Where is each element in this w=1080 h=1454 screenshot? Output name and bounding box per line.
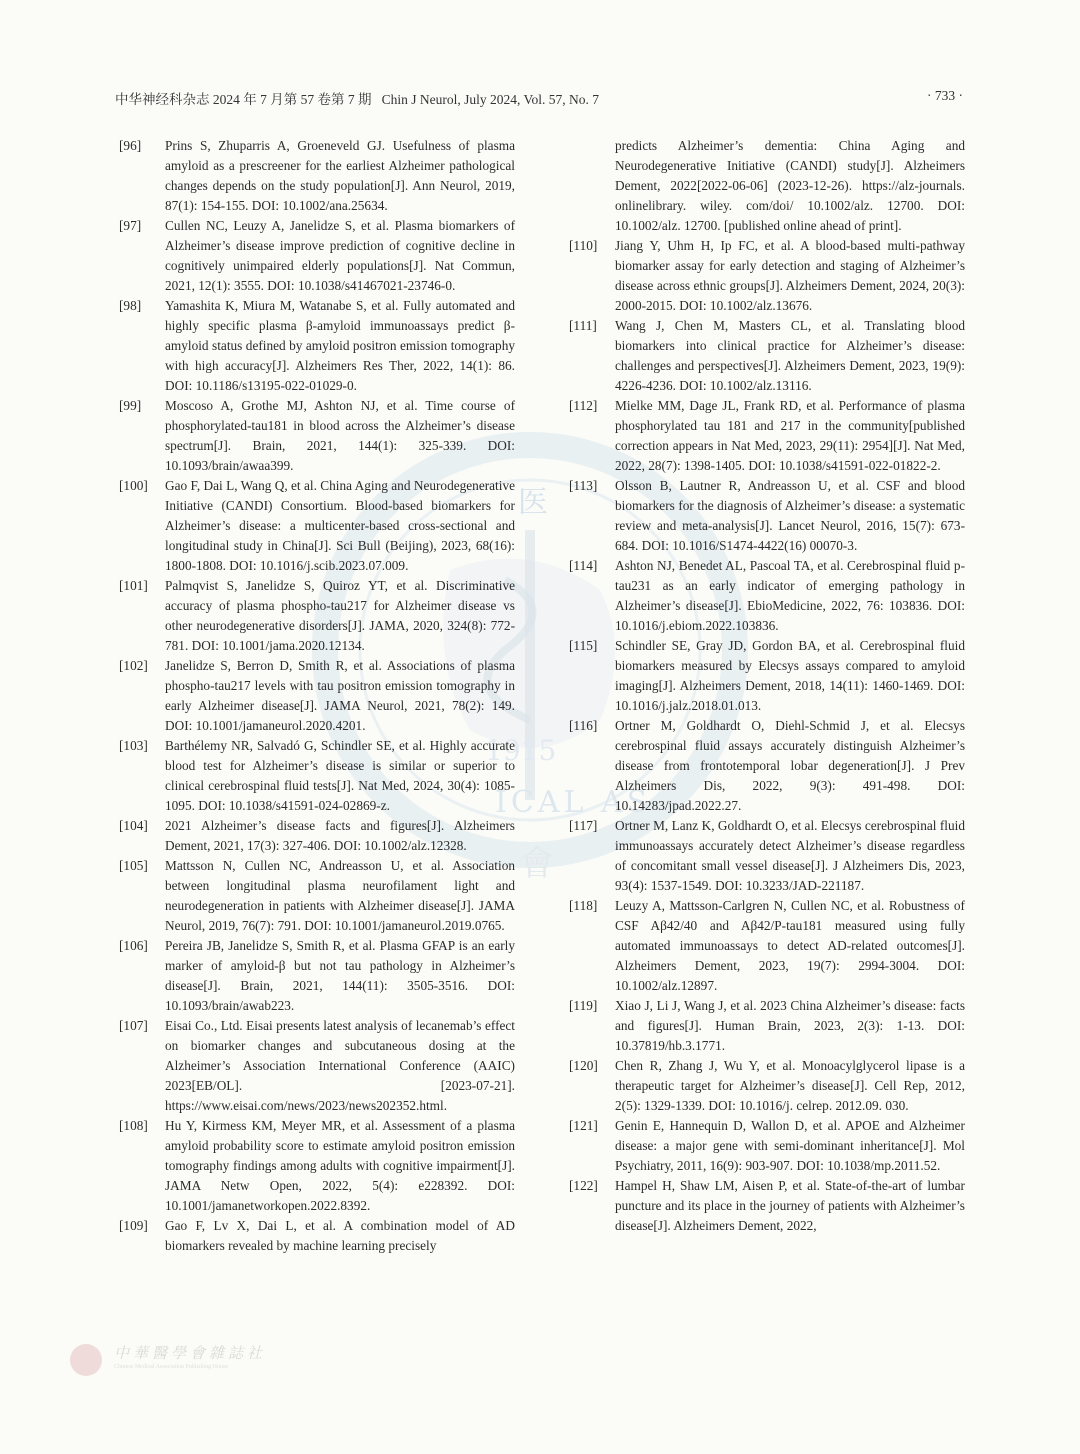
reference-text: Wang J, Chen M, Masters CL, et al. Translating blood biomarkers into clinical practice for Alzheimer’s disease: challenges and perspectives[J]. Alzheimers Dement, 2023, 19(9): 4226-4236. DOI: 10.1002/alz.13116.: [615, 318, 965, 393]
reference-number: [103]: [119, 738, 148, 753]
header-journal-cn: 中华神经科杂志 2024 年 7 月第 57 卷第 7 期: [115, 92, 372, 107]
reference-number: [117]: [569, 818, 598, 833]
reference-text: 2021 Alzheimer’s disease facts and figures[J]. Alzheimers Dement, 2021, 17(3): 327-406. DOI: 10.1002/alz.12328.: [165, 818, 515, 853]
reference-number: [119]: [569, 998, 598, 1013]
reference-item: [115, 1216, 515, 1256]
reference-number: [112]: [569, 398, 598, 413]
reference-item: [115, 856, 515, 936]
reference-item: [565, 816, 965, 896]
reference-text: Palmqvist S, Janelidze S, Quiroz YT, et al. Discriminative accuracy of plasma phospho-tau217 for Alzheimer disease vs other neurodegenerative disorders[J]. JAMA, 2020, 324(8): 772-781. DOI: 10.1001/jama.2020.12134.: [165, 578, 515, 653]
reference-text: Xiao J, Li J, Wang J, et al. 2023 China Alzheimer’s disease: facts and figures[J]. Human Brain, 2023, 2(3): 1-13. DOI: 10.37819/hb.3.1771.: [615, 998, 965, 1053]
reference-number: [102]: [119, 658, 148, 673]
watermark-char: 医: [518, 485, 548, 520]
reference-number: [101]: [119, 578, 148, 593]
reference-item: [565, 1116, 965, 1176]
reference-number: [107]: [119, 1018, 148, 1033]
reference-text: Gao F, Lv X, Dai L, et al. A combination model of AD biomarkers revealed by machine learning precisely: [165, 1218, 515, 1253]
reference-number: [120]: [569, 1058, 598, 1073]
watermark-year: 1915: [485, 734, 557, 767]
reference-number: [115]: [569, 638, 598, 653]
reference-text: Moscoso A, Grothe MJ, Ashton NJ, et al. Time course of phosphorylated-tau181 in blood across the Alzheimer’s disease spectrum[J]. Brain, 2021, 144(1): 325-339. DOI: 10.1093/brain/awaa399.: [165, 398, 515, 473]
reference-number: [110]: [569, 238, 598, 253]
reference-number: [105]: [119, 858, 148, 873]
reference-text: Pereira JB, Janelidze S, Smith R, et al. Plasma GFAP is an early marker of amyloid-β but not tau pathology in Alzheimer’s disease[J]. Brain, 2021, 144(11): 3505-3516. DOI: 10.1093/brain/awab223.: [165, 938, 515, 1013]
reference-number: [98]: [119, 298, 142, 313]
reference-item: [565, 316, 965, 396]
reference-text: Olsson B, Lautner R, Andreasson U, et al. CSF and blood biomarkers for the diagnosis of Alzheimer’s disease: a systematic review and meta-analysis[J]. Lancet Neurol, 2016, 15(7): 673-684. DOI: 10.1016/S1474-4422(16) 00070-3.: [615, 478, 965, 553]
reference-text: Ashton NJ, Benedet AL, Pascoal TA, et al. Cerebrospinal fluid p-tau231 as an early indicator of emerging pathology in Alzheimer’s disease[J]. EbioMedicine, 2022, 76: 103836. DOI: 10.1016/j.ebiom.2022.103836.: [615, 558, 965, 633]
reference-text: Janelidze S, Berron D, Smith R, et al. Associations of plasma phospho-tau217 levels with tau positron emission tomography in early Alzheimer disease[J]. JAMA Neurol, 2021, 78(2): 149. DOI: 10.1001/jamaneurol.2020.4201.: [165, 658, 515, 733]
reference-item: [115, 656, 515, 736]
reference-item: [565, 396, 965, 476]
reference-text: Eisai Co., Ltd. Eisai presents latest analysis of lecanemab’s effect on biomarker changes and subcutaneous dosing at the Alzheimer’s Association International Conference (AAIC) 2023[EB/OL]. [2023-07-21]. https://www.eisai.com/news/2023/news202352.html.: [165, 1018, 515, 1113]
reference-item: [115, 736, 515, 816]
reference-item: [565, 716, 965, 816]
publisher-logo-mark: [70, 1344, 102, 1376]
reference-text: predicts Alzheimer’s dementia: China Aging and Neurodegenerative Initiative (CANDI) study[J]. Alzheimers Dement, 2022[2022-06-06] (2023-12-26). https://alz-journals. onlinelibrary. wiley. com/doi/ 10.1002/alz. 12700. DOI: 10.1002/alz. 12700. [published online ahead of print].: [615, 138, 965, 233]
reference-number: [111]: [569, 318, 597, 333]
reference-text: Chen R, Zhang J, Wu Y, et al. Monoacylglycerol lipase is a therapeutic target for Alzheimer’s disease[J]. Cell Rep, 2012, 2(5): 1329-1339. DOI: 10.1016/j. celrep. 2012.09. 030.: [615, 1058, 965, 1113]
reference-number: [114]: [569, 558, 598, 573]
reference-text: Mattsson N, Cullen NC, Andreasson U, et al. Association between longitudinal plasma neurofilament light and neurodegeneration in patients with Alzheimer disease[J]. JAMA Neurol, 2019, 76(7): 791. DOI: 10.1001/jamaneurol.2019.0765.: [165, 858, 515, 933]
reference-number: [121]: [569, 1118, 598, 1133]
reference-item: [115, 216, 515, 296]
reference-number: [97]: [119, 218, 142, 233]
running-header: [115, 88, 965, 108]
reference-item: [115, 816, 515, 856]
header-journal: [115, 88, 599, 108]
reference-number: [109]: [119, 1218, 148, 1233]
reference-item: [115, 1016, 515, 1116]
reference-number: [100]: [119, 478, 148, 493]
reference-text: Barthélemy NR, Salvadó G, Schindler SE, et al. Highly accurate blood test for Alzheimer’s disease is similar or superior to clinical cerebrospinal fluid tests[J]. Nat Med, 2024, 30(4): 1085-1095. DOI: 10.1038/s41591-024-02869-z.: [165, 738, 515, 813]
reference-text: Gao F, Dai L, Wang Q, et al. China Aging and Neurodegenerative Initiative (CANDI) Consortium. Blood-based biomarkers for Alzheimer’s disease: a multicenter-based cross-sectional and longitudinal study in China[J]. Sci Bull (Beijing), 2023, 68(16): 1800-1808. DOI: 10.1016/j.scib.2023.07.009.: [165, 478, 515, 573]
reference-number: [106]: [119, 938, 148, 953]
references-right-column: [565, 136, 965, 1236]
reference-text: Hampel H, Shaw LM, Aisen P, et al. State-of-the-art of lumbar puncture and its place in the journey of patients with Alzheimer’s disease[J]. Alzheimers Dement, 2022,: [615, 1178, 965, 1233]
reference-text: Mielke MM, Dage JL, Frank RD, et al. Performance of plasma phosphorylated tau 181 and 217 in the community[published correction appears in Nat Med, 2023, 29(11): 2954][J]. Nat Med, 2022, 28(7): 1398-1405. DOI: 10.1038/s41591-022-01822-2.: [615, 398, 965, 473]
reference-item: [115, 136, 515, 216]
reference-text: Yamashita K, Miura M, Watanabe S, et al. Fully automated and highly specific plasma β-amyloid immunoassays predict β-amyloid status defined by amyloid positron emission tomography with high accuracy[J]. Alzheimers Res Ther, 2022, 14(1): 86. DOI: 10.1186/s13195-022-01029-0.: [165, 298, 515, 393]
header-page-number: · 733 ·: [927, 88, 963, 103]
reference-text: Schindler SE, Gray JD, Gordon BA, et al. Cerebrospinal fluid biomarkers measured by Elecsys assays compared to amyloid imaging[J]. Alzheimers Dement, 2018, 14(11): 1460-1469. DOI: 10.1016/j.jalz.2018.01.013.: [615, 638, 965, 713]
reference-item: [565, 136, 965, 236]
publisher-name-cn: 中華醫學會雜誌社: [114, 1346, 267, 1362]
reference-number: [116]: [569, 718, 598, 733]
watermark-seal: 會: [520, 844, 554, 880]
watermark-text: ICAL AS: [495, 785, 652, 820]
header-journal-en: Chin J Neurol, July 2024, Vol. 57, No. 7: [381, 92, 600, 107]
reference-number: [96]: [119, 138, 142, 153]
reference-text: Ortner M, Goldhardt O, Diehl-Schmid J, et al. Elecsys cerebrospinal fluid assays accurately distinguish Alzheimer’s disease from frontotemporal lobar degeneration[J]. J Prev Alzheimers Dis, 2022, 9(3): 491-498. DOI: 10.14283/jpad.2022.27.: [615, 718, 965, 813]
reference-item: [565, 236, 965, 316]
reference-number: [122]: [569, 1178, 598, 1193]
reference-text: Cullen NC, Leuzy A, Janelidze S, et al. Plasma biomarkers of Alzheimer’s disease improve prediction of cognitive decline in cognitively unimpaired elderly populations[J]. Nat Commun, 2021, 12(1): 3555. DOI: 10.1038/s41467021-23746-0.: [165, 218, 515, 293]
reference-number: [113]: [569, 478, 598, 493]
reference-item: [565, 1176, 965, 1236]
reference-item: [115, 1116, 515, 1216]
reference-text: Genin E, Hannequin D, Wallon D, et al. APOE and Alzheimer disease: a major gene with semi-dominant inheritance[J]. Mol Psychiatry, 2011, 16(9): 903-907. DOI: 10.1038/mp.2011.52.: [615, 1118, 965, 1173]
publisher-name-en: Chinese Medical Association Publishing House: [114, 1364, 228, 1370]
reference-item: [565, 896, 965, 996]
reference-text: Prins S, Zhuparris A, Groeneveld GJ. Usefulness of plasma amyloid as a prescreener for the earliest Alzheimer pathological changes depends on the study population[J]. Ann Neurol, 2019, 87(1): 154-155. DOI: 10.1002/ana.25634.: [165, 138, 515, 213]
reference-text: Jiang Y, Uhm H, Ip FC, et al. A blood-based multi-pathway biomarker assay for early detection and staging of Alzheimer’s disease across ethnic groups[J]. Alzheimers Dement, 2024, 20(3): 2000-2015. DOI: 10.1002/alz.13676.: [615, 238, 965, 313]
publisher-logo: [70, 1340, 310, 1380]
reference-number: [118]: [569, 898, 598, 913]
reference-item: [115, 396, 515, 476]
references-left-column: [115, 136, 515, 1256]
reference-item: [115, 936, 515, 1016]
reference-item: [565, 1056, 965, 1116]
reference-text: Hu Y, Kirmess KM, Meyer MR, et al. Assessment of a plasma amyloid probability score to estimate amyloid positron emission tomography findings among adults with cognitive impairment[J]. JAMA Netw Open, 2022, 5(4): e228392. DOI: 10.1001/jamanetworkopen.2022.8392.: [165, 1118, 515, 1213]
reference-item: [115, 476, 515, 576]
reference-number: [104]: [119, 818, 148, 833]
reference-text: Leuzy A, Mattsson-Carlgren N, Cullen NC, et al. Robustness of CSF Aβ42/40 and Aβ42/P-tau181 measured using fully automated immunoassays to detect AD-related outcomes[J]. Alzheimers Dement, 2023, 19(7): 2994-3004. DOI: 10.1002/alz.12897.: [615, 898, 965, 993]
reference-item: [565, 636, 965, 716]
reference-item: [565, 996, 965, 1056]
reference-number: [108]: [119, 1118, 148, 1133]
reference-number: [99]: [119, 398, 142, 413]
reference-item: [565, 476, 965, 556]
reference-item: [115, 296, 515, 396]
reference-item: [565, 556, 965, 636]
reference-text: Ortner M, Lanz K, Goldhardt O, et al. Elecsys cerebrospinal fluid immunoassays accurately detect Alzheimer’s disease regardless of concomitant small vessel disease[J]. J Alzheimers Dis, 2023, 93(4): 1537-1549. DOI: 10.3233/JAD-221187.: [615, 818, 965, 893]
reference-item: [115, 576, 515, 656]
